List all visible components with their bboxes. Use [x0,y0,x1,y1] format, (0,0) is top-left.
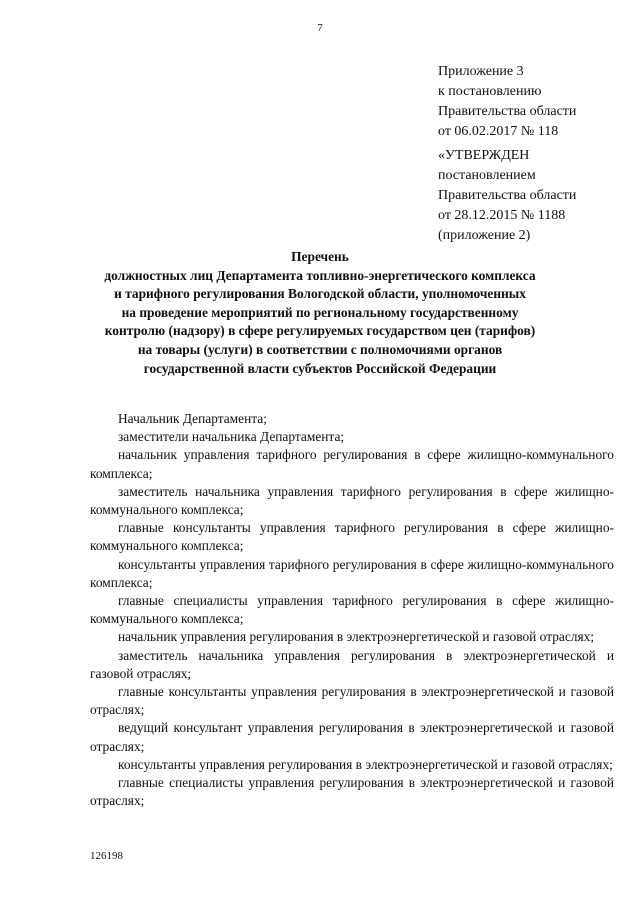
title-line: контролю (надзору) в сфере регулируемых государством цен (тарифов) [104,323,536,339]
list-item: ведущий консультант управления регулирования в электроэнергетической и газовой отраслях; [90,720,614,754]
title-line: на товары (услуги) в соответствии с полномочиями органов [137,341,503,357]
appendix-line: Приложение 3 [438,64,524,79]
appendix-line: Правительства области [438,104,577,119]
title-line: и тарифного регулирования Вологодской области, уполномоченных [114,286,526,302]
approval-line: «УТВЕРЖДЕН [438,148,530,163]
appendix-line: к постановлению [438,84,542,99]
list-item: начальник управления регулирования в электроэнергетической и газовой отраслях; [118,629,595,645]
document-code: 126198 [90,850,123,862]
approval-line: постановлением [438,168,536,183]
list-item: консультанты управления тарифного регулирования в сфере жилищно-коммунального комплекса; [90,556,614,590]
approval-line: от 28.12.2015 № 1188 [438,208,566,223]
appendix-line: от 06.02.2017 № 118 [438,124,559,139]
approval-line: Правительства области [438,188,577,203]
approval-stamp [438,146,576,246]
page-number: 7 [317,22,323,34]
title-line: государственной власти субъектов Российской Федерации [143,360,497,376]
approval-line: (приложение 2) [438,228,531,243]
list-item: заместитель начальника управления регулирования в электроэнергетической и газовой отраслях; [90,647,614,681]
officials-list [90,410,614,810]
list-item: консультанты управления регулирования в электроэнергетической и газовой отраслях; [118,756,613,772]
document-title [80,248,560,378]
list-item: заместители начальника Департамента; [118,429,345,445]
list-item: главные консультанты управления тарифного регулирования в сфере жилищно-коммунального комплекса; [90,520,614,554]
list-item: Начальник Департамента; [118,411,267,426]
list-item: главные специалисты управления тарифного регулирования в сфере жилищно-коммунального комплекса; [90,593,614,627]
title-line: должностных лиц Департамента топливно-энергетического комплекса [104,267,536,283]
list-item: начальник управления тарифного регулирования в сфере жилищно-коммунального комплекса; [90,447,614,481]
list-item: главные консультанты управления регулирования в электроэнергетической и газовой отраслях; [90,684,614,718]
list-item: главные специалисты управления регулирования в электроэнергетической и газовой отраслях; [90,775,614,809]
list-item: заместитель начальника управления тарифного регулирования в сфере жилищно-коммунального комплекса; [90,483,614,518]
appendix-reference [438,62,576,142]
title-line: на проведение мероприятий по региональному государственному [121,304,519,320]
title-line: Перечень [291,249,349,264]
